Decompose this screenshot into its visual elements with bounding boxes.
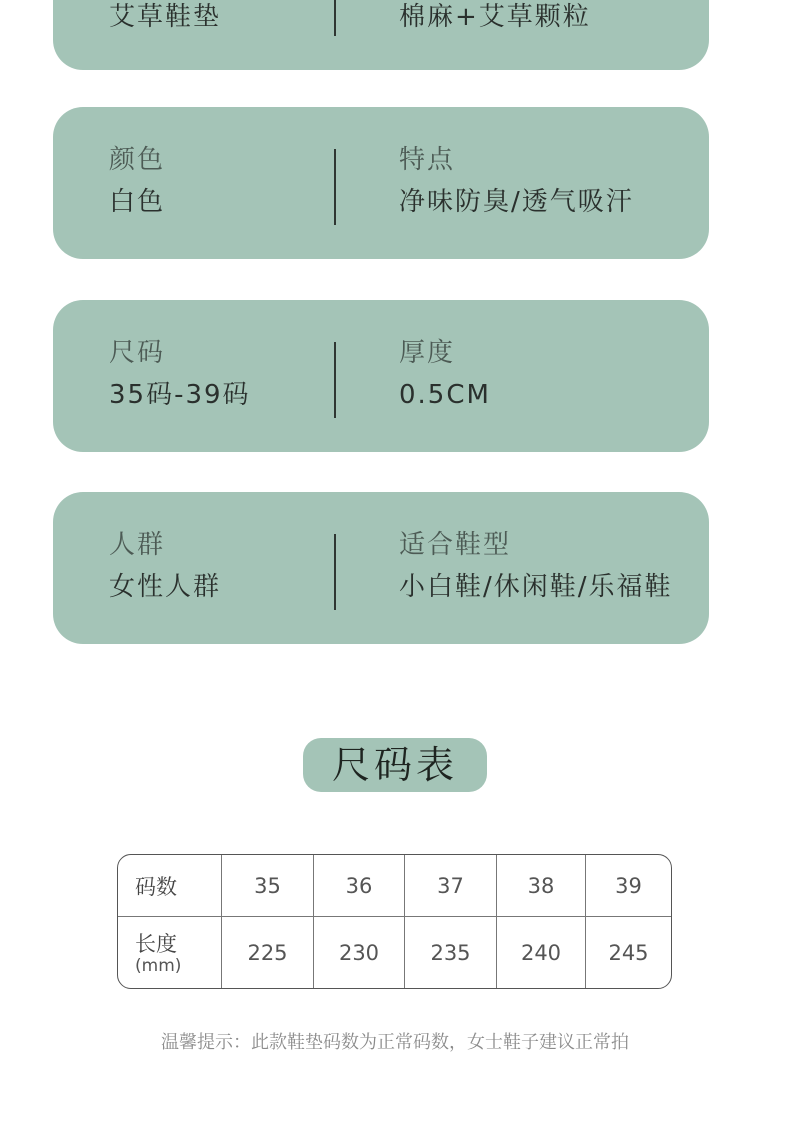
spec-value-thickness: 0.5CM — [399, 380, 491, 410]
spec-right-column — [399, 530, 673, 602]
size-table — [117, 854, 672, 989]
spec-card-color — [53, 107, 709, 259]
spec-divider — [334, 534, 336, 610]
spec-label-feature: 特点 — [399, 145, 456, 175]
spec-value-audience: 女性人群 — [109, 572, 222, 602]
table-cell: 35 — [221, 855, 313, 916]
table-cell: 225 — [221, 917, 313, 989]
spec-divider — [334, 0, 336, 36]
spec-label-size: 尺码 — [109, 338, 166, 368]
table-header-length-label: 长度 — [135, 932, 177, 956]
spec-value-name: 艾草鞋垫 — [109, 2, 222, 32]
table-header-length-unit: (mm) — [135, 956, 182, 976]
size-chart-title: 尺码表 — [303, 738, 487, 792]
spec-left-column — [109, 2, 221, 32]
spec-left-column — [109, 338, 251, 410]
table-cell: 240 — [496, 917, 585, 989]
spec-left-column — [109, 530, 221, 602]
table-cell: 245 — [585, 917, 671, 989]
table-cell: 230 — [313, 917, 404, 989]
spec-label-thickness: 厚度 — [399, 338, 456, 368]
spec-label-shoe-type: 适合鞋型 — [399, 530, 512, 560]
spec-card-size — [53, 300, 709, 452]
size-tip: 温馨提示：此款鞋垫码数为正常码数，女士鞋子建议正常拍 — [161, 1032, 629, 1053]
spec-divider — [334, 149, 336, 225]
table-cell: 37 — [404, 855, 496, 916]
table-cell: 36 — [313, 855, 404, 916]
spec-right-column — [399, 338, 491, 410]
spec-value-feature: 净味防臭/透气吸汗 — [399, 187, 634, 217]
table-cell: 38 — [496, 855, 585, 916]
spec-card-audience — [53, 492, 709, 644]
spec-label-color: 颜色 — [109, 145, 166, 175]
spec-value-size: 35码-39码 — [109, 380, 251, 410]
table-row-size — [118, 855, 671, 916]
spec-value-color: 白色 — [109, 187, 166, 217]
table-header-size: 码数 — [135, 874, 177, 899]
spec-left-column — [109, 145, 165, 217]
table-header-length — [118, 917, 221, 989]
table-cell: 235 — [404, 917, 496, 989]
spec-right-column — [399, 2, 591, 32]
spec-value-material: 棉麻+艾草颗粒 — [399, 2, 591, 32]
table-row-length — [118, 916, 671, 989]
spec-right-column — [399, 145, 634, 217]
spec-card-material — [53, 0, 709, 70]
spec-divider — [334, 342, 336, 418]
spec-label-audience: 人群 — [109, 530, 166, 560]
spec-value-shoe-type: 小白鞋/休闲鞋/乐福鞋 — [399, 572, 673, 602]
table-cell: 39 — [585, 855, 671, 916]
